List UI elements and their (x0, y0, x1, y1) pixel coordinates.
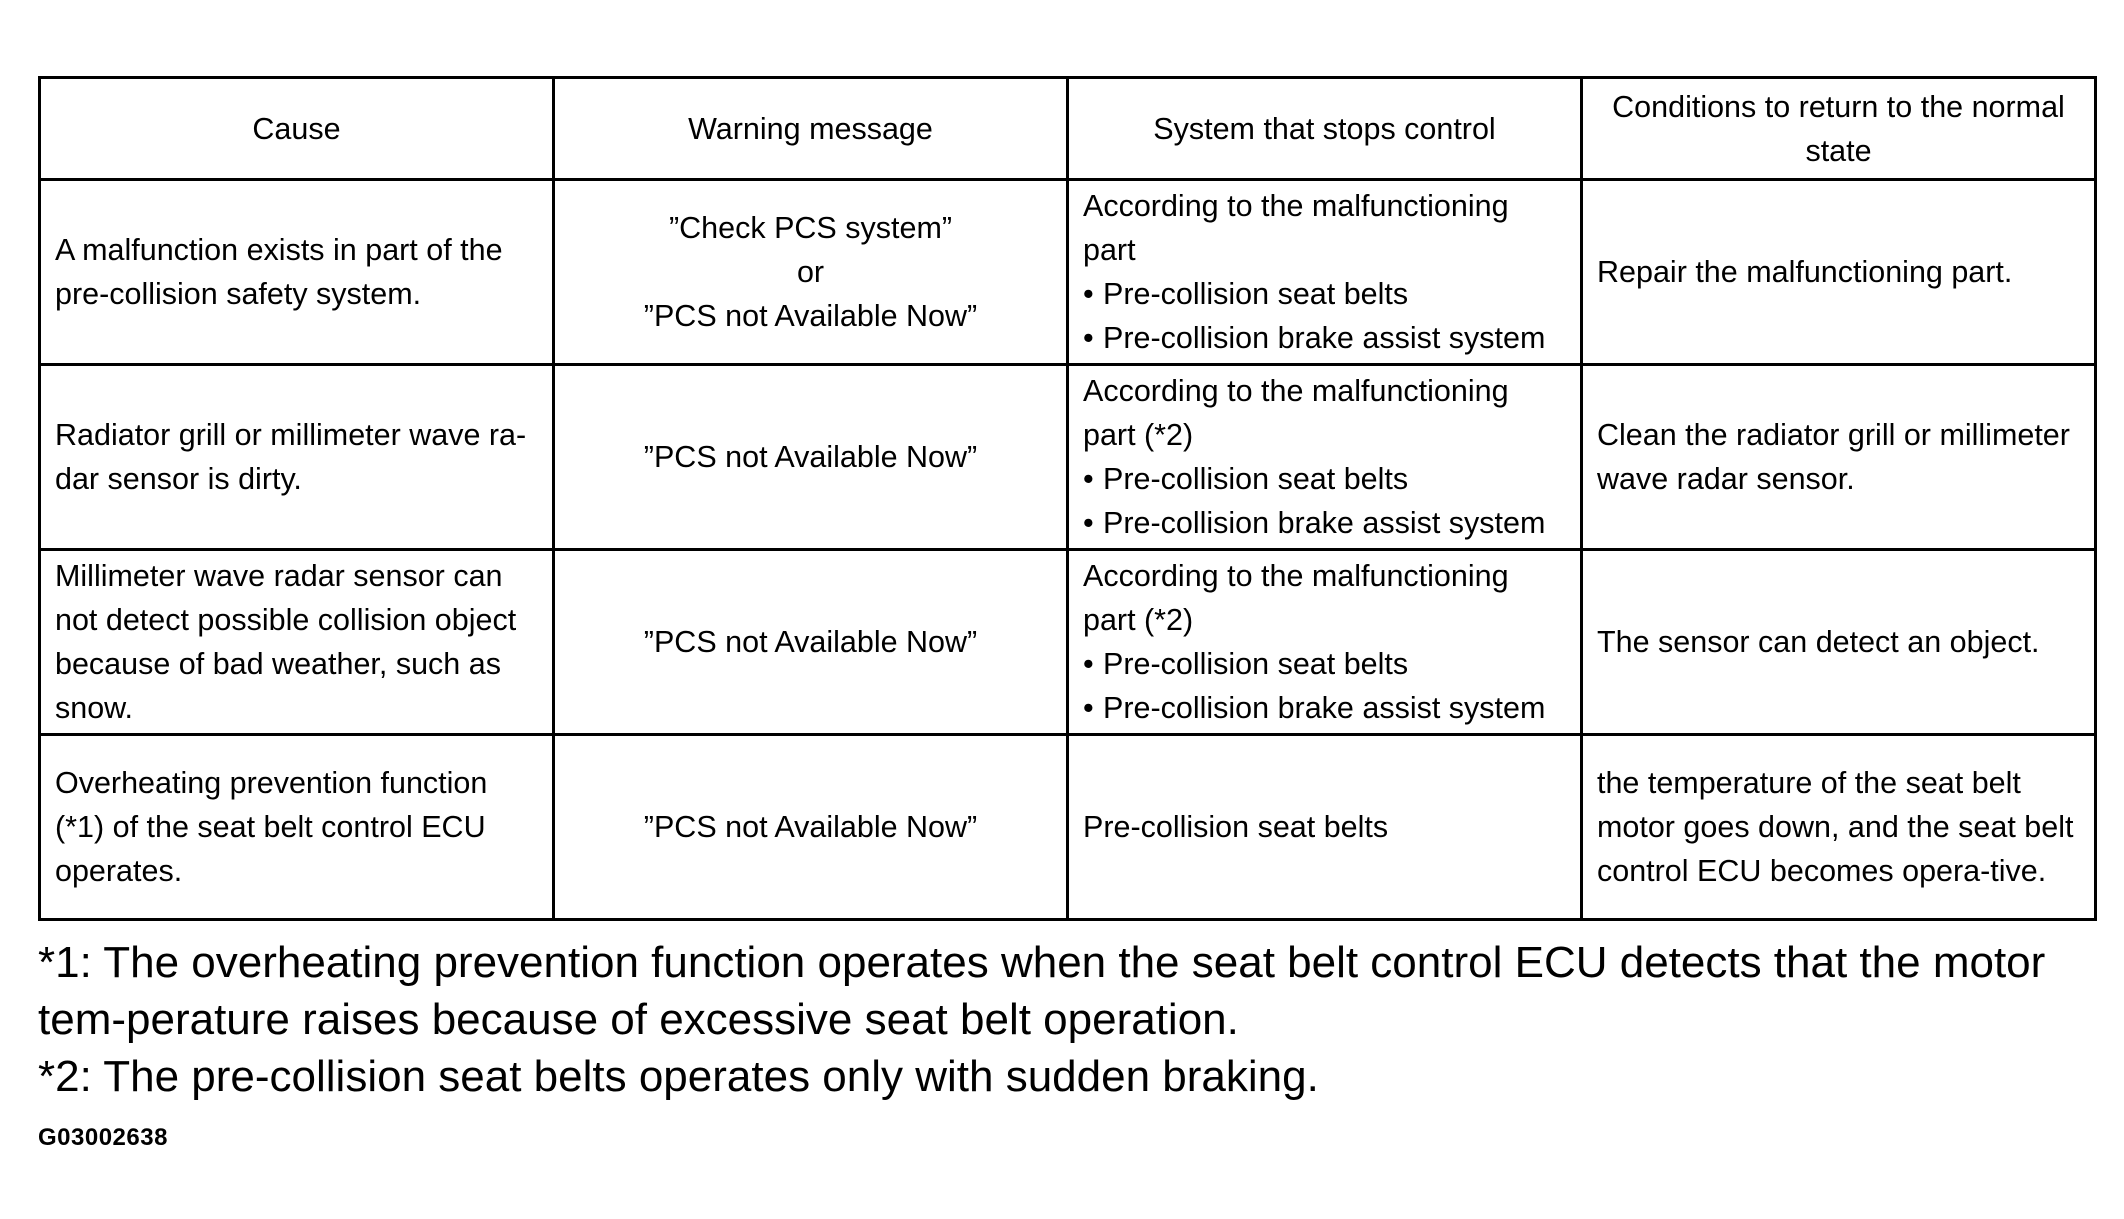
system-cell (1068, 365, 1582, 550)
warning-line: ”PCS not Available Now” (643, 810, 978, 844)
warning-cell (554, 735, 1068, 920)
warning-cell (554, 180, 1068, 365)
bullet-icon: • (1083, 277, 1094, 311)
system-line: According to the malfunctioning (1083, 559, 1509, 593)
table-header-row (40, 78, 2096, 180)
footnotes (38, 934, 2098, 1105)
table-row (40, 365, 2096, 550)
cause-cell: Overheating prevention function (*1) of the seat belt control ECU operates. (40, 735, 554, 920)
table-row (40, 735, 2096, 920)
header-conditions-line1: Conditions to return to the normal (1612, 89, 2065, 124)
bullet-icon: • (1083, 691, 1094, 725)
header-cause: Cause (40, 78, 554, 180)
system-cell (1068, 180, 1582, 365)
cause-cell: A malfunction exists in part of the pre-collision safety system. (40, 180, 554, 365)
table-row (40, 550, 2096, 735)
system-line: According to the malfunctioning (1083, 374, 1509, 408)
cause-cell: Millimeter wave radar sensor can not detect possible collision object because of bad weather, such as snow. (40, 550, 554, 735)
bullet-icon: • (1083, 506, 1094, 540)
system-bullet-text: Pre-collision seat belts (1103, 277, 1409, 311)
system-line: part (1083, 233, 1136, 267)
condition-cell: Repair the malfunctioning part. (1582, 180, 2096, 365)
system-line: Pre-collision seat belts (1083, 810, 1389, 844)
header-system-stops-control: System that stops control (1068, 78, 1582, 180)
system-bullet-item (1083, 272, 1566, 316)
bullet-icon: • (1083, 647, 1094, 681)
system-line: According to the malfunctioning (1083, 189, 1509, 223)
header-conditions (1582, 78, 2096, 180)
footnote: *2: The pre-collision seat belts operates only with sudden braking. (38, 1052, 1319, 1101)
warning-cell (554, 365, 1068, 550)
header-conditions-line2: state (1805, 133, 1872, 168)
warning-line: ”PCS not Available Now” (643, 625, 978, 659)
system-bullet-item (1083, 316, 1566, 360)
system-bullet-text: Pre-collision brake assist system (1103, 321, 1546, 355)
pcs-warning-table (38, 76, 2097, 921)
footnote: *1: The overheating prevention function operates when the seat belt control ECU detects that the motor tem-perature raises because of excessive seat belt operation. (38, 938, 2046, 1044)
system-bullet-text: Pre-collision brake assist system (1103, 506, 1546, 540)
warning-line: ”Check PCS system” (668, 211, 953, 245)
bullet-icon: • (1083, 321, 1094, 355)
warning-line: ”PCS not Available Now” (643, 299, 978, 333)
warning-line: ”PCS not Available Now” (643, 440, 978, 474)
system-bullet-item (1083, 501, 1566, 545)
system-bullet-text: Pre-collision seat belts (1103, 462, 1409, 496)
header-warning-message: Warning message (554, 78, 1068, 180)
table-row (40, 180, 2096, 365)
system-cell (1068, 550, 1582, 735)
condition-cell: Clean the radiator grill or millimeter wave radar sensor. (1582, 365, 2096, 550)
warning-cell (554, 550, 1068, 735)
system-line: part (*2) (1083, 418, 1194, 452)
bullet-icon: • (1083, 462, 1094, 496)
cause-cell: Radiator grill or millimeter wave ra-dar sensor is dirty. (40, 365, 554, 550)
condition-cell: The sensor can detect an object. (1582, 550, 2096, 735)
warning-line: or (796, 255, 825, 289)
system-bullet-item (1083, 457, 1566, 501)
system-line: part (*2) (1083, 603, 1194, 637)
system-cell (1068, 735, 1582, 920)
figure-id: G03002638 (38, 1124, 168, 1151)
system-bullet-item (1083, 686, 1566, 730)
system-bullet-text: Pre-collision seat belts (1103, 647, 1409, 681)
system-bullet-text: Pre-collision brake assist system (1103, 691, 1546, 725)
system-bullet-item (1083, 642, 1566, 686)
condition-cell: the temperature of the seat belt motor goes down, and the seat belt control ECU becomes opera-tive. (1582, 735, 2096, 920)
